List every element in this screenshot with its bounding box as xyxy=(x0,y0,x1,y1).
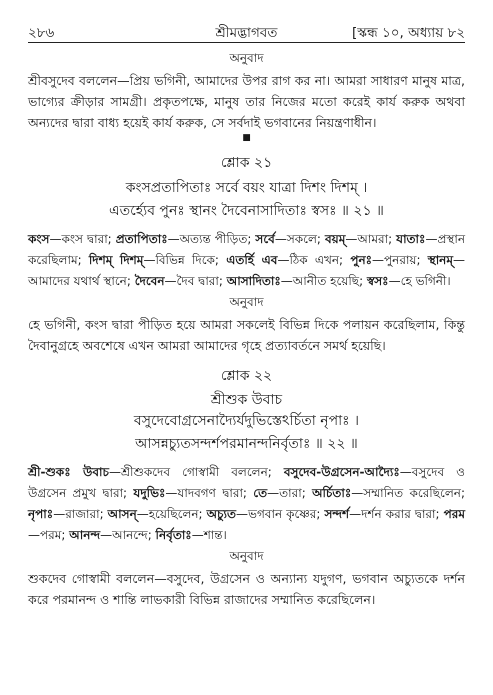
translation-caption: অনুবাদ xyxy=(229,295,264,309)
synonym-meaning: —শান্ত। xyxy=(191,528,227,542)
synonym-meaning: —শ্রীশুকদেব গোস্বামী বললেন; xyxy=(109,465,284,479)
synonym-meaning: —হে ভগিনী। xyxy=(388,274,451,288)
verse-line: বসুদেবোগ্রসেনাদ্যৈর্যদুভিস্তেঽর্চিতা নৃপাঃ । xyxy=(133,413,360,429)
synonym-word: স্বসঃ xyxy=(366,274,389,288)
synonym-word: শ্রী-শুকঃ উবাচ xyxy=(28,465,109,479)
synonym-meaning: —আমাদের যথার্থ স্থানে; xyxy=(28,253,465,288)
synonym-word: যাতাঃ xyxy=(396,232,426,246)
page-number: ২৮৬ xyxy=(28,25,55,41)
verse-line: আসন্নচ্যুতসন্দর্শপরমানন্দনির্বৃতাঃ ॥ ২২ ॥ xyxy=(135,436,358,452)
speaker-line: শ্রীশুক উবাচ xyxy=(210,392,283,408)
synonym-word: অর্চিতাঃ xyxy=(312,486,352,500)
synonym-meaning: —কংস দ্বারা; xyxy=(49,232,116,246)
synonym-word: নির্বৃতাঃ xyxy=(155,528,192,542)
synonym-word: স্থানম্ xyxy=(427,253,453,267)
synonym-word: পুনঃ xyxy=(350,253,373,267)
synonym-word: কংস xyxy=(28,232,50,246)
word-synonyms xyxy=(28,462,465,546)
translation-caption: অনুবাদ xyxy=(229,549,264,563)
chapter-reference: [স্কন্ধ ১০, অধ্যায় ৮২ xyxy=(352,25,465,41)
synonym-word: আসন্ xyxy=(107,507,137,521)
synonym-meaning: —হয়েছিলেন; xyxy=(136,507,207,521)
synonym-word: আনন্দ xyxy=(69,528,101,542)
synonym-meaning: —আনীত হয়েছি; xyxy=(280,274,367,288)
synonym-word: সর্বে xyxy=(255,232,275,246)
synonym-meaning: —বিভিন্ন দিকে; xyxy=(143,253,227,267)
synonym-word: পরম xyxy=(443,507,465,521)
synonym-meaning: —আনন্দে; xyxy=(100,528,156,542)
verse-line: এতর্হ্যেব পুনঃ স্থানং দৈবেনাসাদিতাঃ স্বসঃ ॥ ২১ ॥ xyxy=(109,203,384,219)
page-header xyxy=(28,22,465,43)
synonym-word: তে xyxy=(253,486,268,500)
synonym-meaning: —আমরা; xyxy=(345,232,397,246)
synonym-word: দৈবেন xyxy=(134,274,165,288)
synonym-word: বসুদেব-উগ্রসেন-আদ্যৈঃ xyxy=(283,465,400,479)
synonym-meaning: —ঠিক এখন; xyxy=(277,253,351,267)
synonym-meaning: —বসুদেব ও উগ্রসেন প্রমুখ দ্বারা; xyxy=(28,465,466,500)
synonym-meaning: —যাদবগণ দ্বারা; xyxy=(165,486,254,500)
sloka-heading: শ্লোক ২২ xyxy=(220,368,273,384)
synonym-meaning: —দর্শন করার দ্বারা; xyxy=(349,507,444,521)
synonym-word: যদুভিঃ xyxy=(133,486,166,500)
verse-line: কংসপ্রতাপিতাঃ সর্বে বয়ং যাত্রা দিশং দিশম্‌ । xyxy=(125,180,368,196)
synonym-word: প্রতাপিতাঃ xyxy=(115,232,168,246)
separator-dot: ■ xyxy=(242,133,251,143)
translation-paragraph: শ্রীবসুদেব বললেন—প্রিয় ভগিনী, আমাদের উপর রাগ কর না। আমরা সাধারণ মানুষ মাত্র, ভাগ্যের ক্রীড়ার সামগ্রী। প্রকৃতপক্ষে, মানুষ তার নিজের মতো করেই কার্য করুক অথবা অন্যদের দ্বারা বাধ্য হয়েই কার্য করুক, সে সর্বদাই ভগবানের নিয়ন্ত্রণাধীন। xyxy=(28,73,465,130)
synonym-word: নৃপাঃ xyxy=(28,507,54,521)
synonym-meaning: —দৈব দ্বারা; xyxy=(164,274,227,288)
synonym-word: দিশম্ দিশম্ xyxy=(88,253,144,267)
book-title: শ্রীমদ্ভাগবত xyxy=(215,25,278,41)
word-synonyms xyxy=(28,229,465,292)
synonym-word: সন্দর্শ xyxy=(324,507,350,521)
synonym-meaning: —সম্মানিত করেছিলেন; xyxy=(351,486,465,500)
synonym-meaning: —সকলে; xyxy=(274,232,325,246)
sloka-heading: শ্লোক ২১ xyxy=(220,155,273,171)
synonym-word: অচ্যুত xyxy=(206,507,236,521)
translation-paragraph: হে ভগিনী, কংস দ্বারা পীড়িত হয়ে আমরা সকলেই বিভিন্ন দিকে পলায়ন করেছিলাম, কিন্তু দৈবানুগ্রহে অবশেষে এখন আমরা আমাদের গৃহে প্রত্যাবর্তনে সমর্থ হয়েছি। xyxy=(28,317,465,353)
synonym-meaning: —রাজারা; xyxy=(53,507,108,521)
synonym-meaning: —প্রস্থান করেছিলাম; xyxy=(28,232,465,267)
translation-caption: অনুবাদ xyxy=(229,51,264,65)
translation-paragraph: শুকদেব গোস্বামী বললেন—বসুদেব, উগ্রসেন ও অন্যান্য যদুগণ, ভগবান অচ্যুতকে দর্শন করে পরমানন্দ ও শান্তি লাভকারী বিভিন্ন রাজাদের সম্মানিত করেছিলেন। xyxy=(28,571,465,607)
synonym-meaning: —অত্যন্ত পীড়িত; xyxy=(167,232,256,246)
synonym-meaning: —পুনরায়; xyxy=(372,253,428,267)
synonym-meaning: —তারা; xyxy=(267,486,313,500)
synonym-word: বয়ম্‌ xyxy=(324,232,346,246)
synonym-meaning: —পরম; xyxy=(28,528,70,542)
page-content xyxy=(28,50,465,610)
synonym-word: আসাদিতাঃ xyxy=(226,274,281,288)
synonym-meaning: —ভগবান কৃষ্ণের; xyxy=(236,507,325,521)
synonym-word: এতর্হি এব xyxy=(226,253,278,267)
